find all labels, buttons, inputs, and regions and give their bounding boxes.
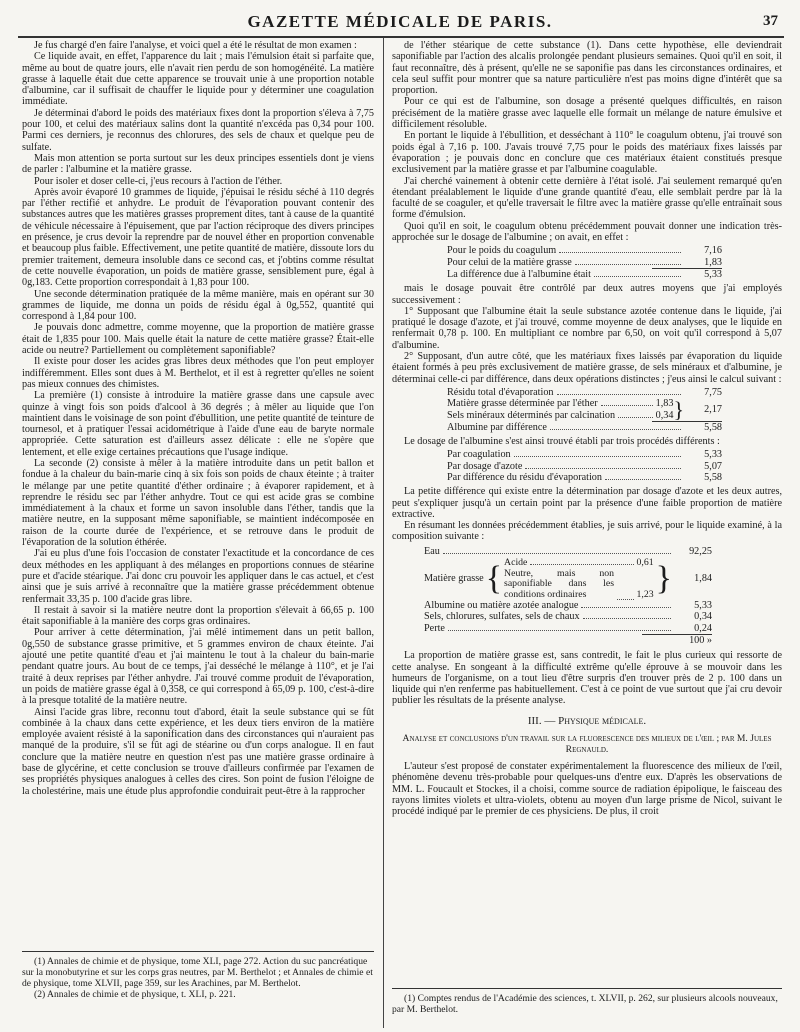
paragraph: Le dosage de l'albumine s'est ainsi trouvé établi par trois procédés différents : <box>404 436 720 448</box>
row-value: 1,83 <box>704 256 722 268</box>
table-row <box>424 611 712 622</box>
paragraph: Pour arriver à cette détermination, j'ai mêlé intimement dans un petit ballon, 0g,550 de substance grasse primitive, et 5 grammes environ de chaux éteinte. J'ai ajouté une petite quantité d'eau et j'ai maintenu le tout à la chaleur du bain-marie pendant quatre jours. Au bout de ce temps, j'ai desséché le mélange à 110°, et je l'ai traité à deux reprises par l'éther anhydre. J'ai trouvé comme produit de l'évaporation, un poids de matière grasse égal à 0,358, ce qui correspond à 65,09 p. 100, c'est-à-dire à la presque totalité de la matière neutre. <box>22 627 374 707</box>
row-label: Pour le poids du coagulum <box>447 245 557 257</box>
row-label: Perte <box>424 622 445 634</box>
row-label: Par dosage d'azote <box>447 460 523 472</box>
paragraph: La première (1) consiste à introduire la matière grasse dans une capsule avec quinze à vingt fois son poids d'alcool à 36 degrés ; à mêler au liquide que l'on maintient dans le voisinage de son point d'ébullition, une petite quantité de teinture de tournesol, et à pratiquer l'essai acidométrique à l'aide d'une eau de baryte normale appropriée. Cette saturation est d'ailleurs assez délicate : elle ne s'opère que lentement, et elle exige certaines précautions que l'usage indique. <box>22 390 374 458</box>
row-value: 5,58 <box>704 471 722 483</box>
row-value: 5,33 <box>704 449 722 461</box>
footnote: (2) Annales de chimie et de physique, t. XLI, p. 221. <box>34 989 236 1000</box>
row-value: 92,25 <box>689 545 712 557</box>
paragraph: Pour ce qui est de l'albumine, son dosage a présenté quelques difficultés, en raison précisément de la matière grasse avec laquelle elle formait un mélange de nature émulsive et difficilement résoluble. <box>392 96 782 131</box>
table-row <box>447 449 722 460</box>
paragraph: Je déterminai d'abord le poids des matériaux fixes dont la proportion s'éleva à 7,75 pour 100, et celui des matériaux salins dont la quantité n'excéda pas 0,34 pour 100. Parmi ces derniers, je reconnus des chlorures, des sels de chaux et quelque peu de sulfate. <box>22 107 374 153</box>
right-column <box>392 40 782 818</box>
footnote: (1) Comptes rendus de l'Académie des sciences, t. XLVII, p. 262, sur plusieurs alcools nouveaux, par M. Berthelot. <box>392 993 778 1015</box>
page-number: 37 <box>763 13 778 29</box>
paragraph: La proportion de matière grasse est, sans contredit, le fait le plus curieux qui ressorte de cette analyse. En songeant à la difficulté extrême qu'elle éprouve à se mouvoir dans les humeurs de l'organisme, on a tout lieu d'être surpris d'en trouver près de 2 p. 100 dans un liquide qui n'en renferme pas habituellement. C'est à ce point de vue surtout que j'ai cru devoir publier les résultats de la présente analyse. <box>392 650 782 707</box>
paragraph: Je fus chargé d'en faire l'analyse, et voici quel a été le résultat de mon examen : <box>34 40 357 51</box>
table-row <box>504 557 654 569</box>
row-label: Acide <box>504 557 528 569</box>
paragraph: Mais mon attention se porta surtout sur les deux principes essentiels dont je viens de parler : l'albumine et la matière grasse. <box>22 152 374 176</box>
row-label: La différence due à l'albumine était <box>447 268 591 280</box>
row-label: Matière grasse <box>424 572 484 584</box>
table-row <box>447 410 673 421</box>
header-rule <box>18 36 784 38</box>
row-value: 1,84 <box>694 572 712 584</box>
row-label: Eau <box>424 545 440 557</box>
row-value: 0,34 <box>694 611 712 623</box>
left-column <box>22 40 374 797</box>
brace-glyph: { <box>485 559 503 597</box>
table-group <box>447 398 722 421</box>
table-row <box>447 245 722 256</box>
paragraph: La petite différence qui existe entre la détermination par dosage d'azote et les deux autres, peut s'expliquer jusqu'à un certain point par la présence d'une faible proportion de matière extractive. <box>392 486 782 520</box>
paragraph: La seconde (2) consiste à mêler à la matière introduite dans un petit ballon et fondue à la chaleur du bain-marie cinq à six fois son poids de chaux éteinte ; à traiter le mélange par une petite quantité d'éther ordinaire ; à évaporer rapidement, et à reprendre le résidu sec par l'éther anhydre. Tout ce qui est acide gras se combine immédiatement à la chaux et forme un savon insoluble dans l'éther, tandis que la matière neutre, en la supposant même saponifiable, se maintient indécomposée en raison de la courte durée de l'expérience, et se retrouve dans le produit de l'évaporation de la solution éthérée. <box>22 457 374 549</box>
row-value: 0,34 <box>655 409 674 421</box>
row-label: Par différence du résidu d'évaporation <box>447 471 602 483</box>
paragraph: En résumant les données précédemment établies, je suis arrivé, pour le liquide examiné, à la composition suivante : <box>392 520 782 543</box>
paragraph: Une seconde détermination pratiquée de la même manière, mais en opérant sur 30 grammes de liquide, me donna un poids de résidu égal à 0g,552, quantité qui correspond à 1,84 pour 100. <box>22 288 374 323</box>
table-row <box>447 269 722 280</box>
brace-glyph: } <box>673 396 684 422</box>
paragraph: mais le dosage pouvait être contrôlé par deux autres moyens que j'ai employés successivement : <box>392 283 782 306</box>
paragraph: Pour isoler et doser celle-ci, j'eus recours à l'action de l'éther. <box>34 175 283 187</box>
paragraph: L'auteur s'est proposé de constater expérimentalement la fluorescence des milieux de l'œil, phénomène devenu très-probable pour quelques-uns d'entre eux. D'après les observations de MM. L. Foucault et Stockes, il a choisi, comme source de radiation épipolique, le faisceau des rayons limites violets et ultra-violets, obtenu au moyen d'un large prisme de Nicol, suivant le procédé indiqué par le premier de ces physiciens. De plus, il croit <box>392 761 782 818</box>
paragraph: En portant le liquide à l'ébullition, et desséchant à 110° le coagulum obtenu, j'ai trouvé son poids égal à 7,16 p. 100. J'avais trouvé 7,75 pour le poids des matériaux fixes laissés par évaporation ; je pouvais donc en conclure que ces matériaux étaient constitués presque exclusivement par la matière grasse et par l'albumine coagulable. <box>392 130 782 176</box>
paragraph: Après avoir évaporé 10 grammes de liquide, j'épuisai le résidu séché à 110 degrés par l'éther rectifié et anhydre. Le produit de l'évaporation pouvant contenir des substances autres que les matières grasses proprement dites, tant à cause de la quantité de véhicule nécessaire à l'épuisement, que par l'action réciproque des divers principes en présence, je crus devoir la reprendre par de nouvel éther en proportion convenable et beaucoup plus faible. Effectivement, une petite quantité de matière, dissoute lors du premier traitement, demeura insoluble dans ce second cas, et j'obtins comme résultat de cette nouvelle évaporation, un poids de matière grasse, sensiblement pure, égal à 0g,183. Cette proportion correspondait à 1,83 pour 100. <box>22 186 374 289</box>
paragraph: de l'éther stéarique de cette substance (1). Dans cette hypothèse, elle deviendrait saponifiable par l'action des alcalis prolongée pendant plusieurs semaines. Quoi qu'il en soit, il faut reconnaître, dès à présent, qu'elle ne se saponifie pas dans les circonstances ordinaires, et cela seul suffit pour montrer que sa nature particulière n'est pas moins digne d'intérêt que sa proportion. <box>392 40 782 97</box>
row-label: Par coagulation <box>447 449 511 461</box>
coagulum-table <box>392 245 782 280</box>
row-label: Résidu total d'évaporation <box>447 386 554 398</box>
row-value: 5,07 <box>704 460 722 472</box>
row-label: Sels minéraux déterminés par calcination <box>447 409 616 421</box>
total-value: 100 » <box>689 634 712 646</box>
paragraph: 1° Supposant que l'albumine était la seule substance azotée contenue dans le liquide, j'ai pratiqué le dosage d'azote, et j'ai trouvé, comme moyenne de deux analyses, que le liquide en renfermait 0,78 p. 100. En multipliant ce nombre par 6,50, on voit qu'il correspond à 5,07 d'albumine. <box>392 305 782 351</box>
row-label: Neutre, mais non saponifiable dans les conditions ordinaires <box>504 567 615 600</box>
table-row <box>424 600 712 611</box>
table-row <box>447 398 673 409</box>
right-footnote <box>392 993 782 1015</box>
row-value: 1,23 <box>636 588 654 600</box>
table-row <box>447 257 722 268</box>
row-value: 0,24 <box>694 622 712 634</box>
residue-table <box>392 387 782 433</box>
page-header <box>0 12 800 34</box>
matiere-grasse-group <box>424 557 712 600</box>
row-label: Matière grasse déterminée par l'éther <box>447 398 598 410</box>
row-value: 7,75 <box>704 386 722 398</box>
article-title: Analyse et conclusions d'un travail sur la fluorescence des milieux de l'œil ; par M. Jules Regnauld. <box>402 733 772 756</box>
footnote-rule <box>392 988 782 989</box>
paragraph: J'ai cherché vainement à obtenir cette dernière à l'état isolé. J'ai seulement remarqué qu'en étendant préalablement le liquide d'une grande quantité d'eau, elle semblait perdre par là la faculté de se coaguler, et qu'elle traversait le filtre avec la matière grasse qu'elle entraînait sous forme d'émulsion. <box>392 175 782 221</box>
footnote-rule <box>22 951 374 952</box>
row-value: 1,83 <box>655 398 674 410</box>
brace-glyph: } <box>655 559 672 597</box>
table-row <box>424 546 712 557</box>
composition-table <box>392 546 782 646</box>
row-label: Sels, chlorures, sulfates, sels de chaux <box>424 611 580 623</box>
table-row <box>447 472 722 483</box>
row-label: Pour celui de la matière grasse <box>447 256 572 268</box>
row-value: 7,16 <box>704 245 722 257</box>
footnote: (1) Annales de chimie et de physique, tome XLI, page 272. Action du suc pancréatique sur la monobutyrine et sur les corps gras neutres, par M. Berthelot ; et Annales de chimie et de physique, tome XLVII, page 359, sur les Arachines, par M. Berthelot. <box>22 956 373 989</box>
paragraph: Il existe pour doser les acides gras libres deux méthodes que l'on peut employer indifféremment. Elles sont dues à M. Berthelot, et il est à regretter qu'elles ne soient pas mieux connues des chimistes. <box>22 356 374 390</box>
paragraph: J'ai eu plus d'une fois l'occasion de constater l'exactitude et la concordance de ces deux méthodes en les appliquant à des mélanges en proportions connues de stéarine pure et d'acide stéarique. J'ai donc cru pouvoir les appliquer dans le cas actuel, et c'est ainsi que je suis arrivé à reconnaître que la matière grasse précédemment obtenue renfermait 33,35 p. 100 d'acide gras libre. <box>22 548 374 605</box>
row-value: 5,33 <box>704 268 722 280</box>
section-title: III. — Physique médicale. <box>527 714 647 727</box>
paragraph: Je pouvais donc admettre, comme moyenne, que la proportion de matière grasse était de 1,835 pour 100. Mais quelle était la nature de cette matière grasse? Était-elle acide ou neutre? Partiellement ou complètement saponifiable? <box>22 322 374 357</box>
table-row <box>424 623 712 634</box>
row-value: 0,61 <box>636 557 654 569</box>
table-row <box>447 461 722 472</box>
row-value: 5,33 <box>694 600 712 612</box>
column-separator <box>383 38 384 1028</box>
paragraph: Quoi qu'il en soit, le coagulum obtenu précédemment pouvait donner une indication très-approchée sur le dosage de l'albumine ; on avait, en effet : <box>392 220 782 244</box>
row-value: 5,58 <box>704 421 722 433</box>
paragraph: 2° Supposant, d'un autre côté, que les matériaux fixes laissés par évaporation du liquide étaient formés à peu près exclusivement de matière grasse, de sels minéraux et d'albumine, je déterminai celle-ci par différence, dans deux opérations distinctes ; j'eus ainsi le calcul suivant : <box>392 351 782 385</box>
paragraph: Ainsi l'acide gras libre, reconnu tout d'abord, était la seule substance qui se fût combinée à la chaux dans cette expérience, et les deux tiers environ de la matière employée avaient résisté à la saponification dans des circonstances qui n'auraient pas manqué de la produire, s'il se fût agi de stéarine ou d'un corps analogue. Il en faut conclure que la matière neutre en question n'est pas une matière grasse ordinaire à base de glycérine, et cette conclusion se trouve d'ailleurs confirmée par l'examen de ses propriétés physiques analogues à celles des cires. Son point de fusion l'éloigne de la cholestérine, mais une étude plus approfondie conduirait peut-être à la rapprocher <box>22 706 374 797</box>
row-label: Albumine ou matière azotée analogue <box>424 600 579 612</box>
paragraph: Il restait à savoir si la matière neutre dont la proportion s'élevait à 66,65 p. 100 était saponifiable à la manière des corps gras ordinaires. <box>22 604 374 628</box>
albumine-table <box>392 449 782 483</box>
row-label: Albumine par différence <box>447 421 547 433</box>
table-row <box>504 569 654 601</box>
sum-value: 2,17 <box>704 403 722 415</box>
left-footnotes <box>22 956 374 1000</box>
journal-title: GAZETTE MÉDICALE DE PARIS. <box>247 12 553 31</box>
table-row <box>447 422 722 433</box>
paragraph: Ce liquide avait, en effet, l'apparence du lait ; mais l'émulsion était si parfaite que, même au bout de quatre jours, elle n'avait rien perdu de son homogénéité. La matière grasse à laquelle était due cette apparence se trouvait unie à une proportion notable d'albumine, car il suffisait de chauffer le liquide pour y déterminer une coagulation immédiate. <box>22 51 374 108</box>
